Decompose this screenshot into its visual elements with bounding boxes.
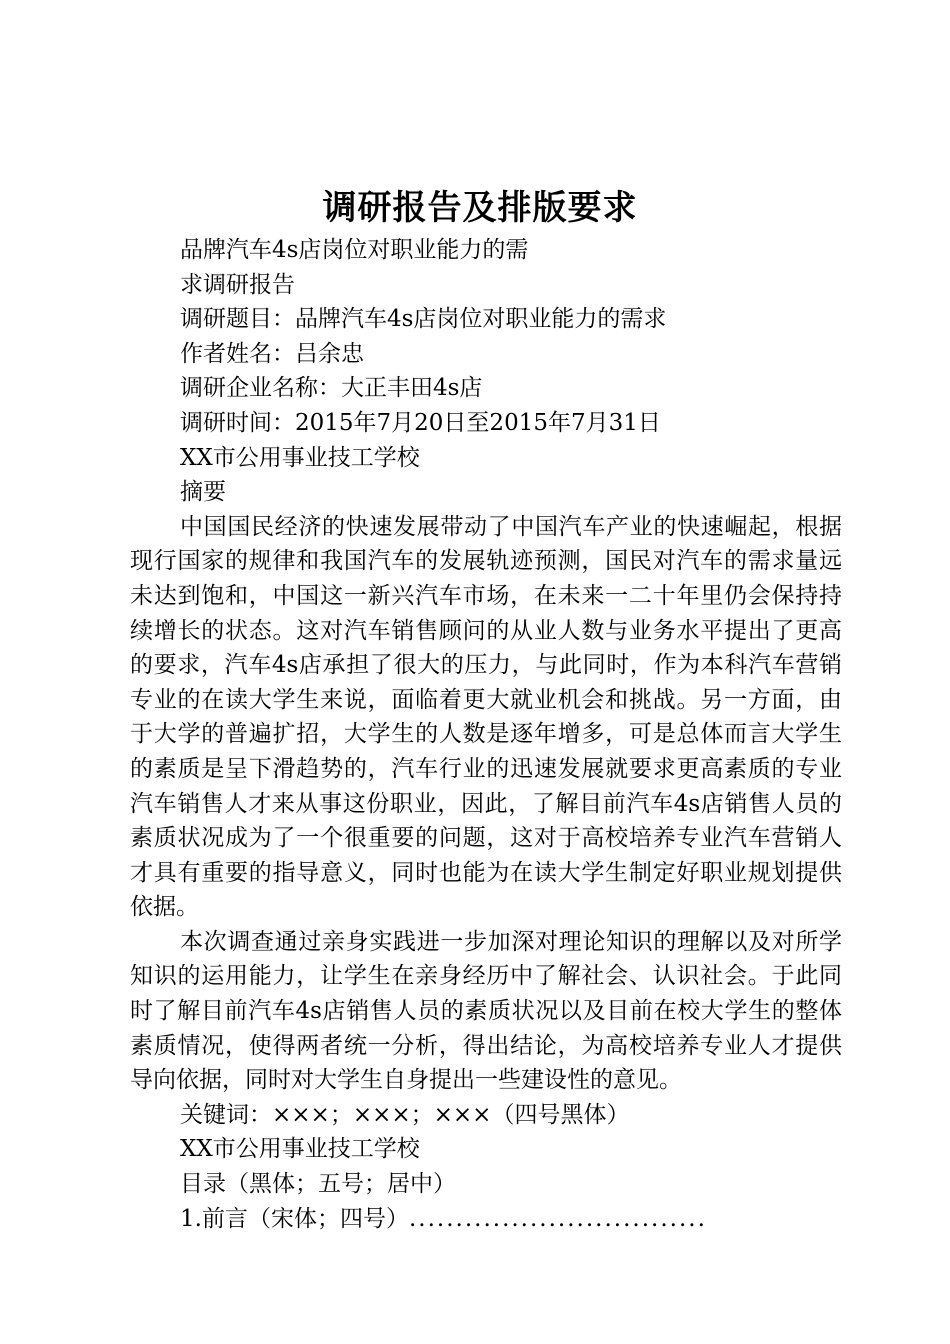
toc-entry-leader: ................................ <box>408 1205 707 1232</box>
survey-topic: 调研题目：品牌汽车4s店岗位对职业能力的需求 <box>180 306 667 333</box>
keywords-line: 关键词：×××；×××；×××（四号黑体） <box>180 1101 630 1128</box>
company-name: 调研企业名称：大正丰田4s店 <box>180 375 483 402</box>
report-title-line-1: 品牌汽车4s店岗位对职业能力的需 <box>180 237 529 263</box>
abstract-heading: 摘要 <box>180 479 226 506</box>
abstract-paragraph-2: 本次调查通过亲身实践进一步加深对理论知识的理解以及对所学知识的运用能力，让学生在亲身经历中了解社会、认识社会。于此同时了解目前汽车4s店销售人员的素质状况以及目前在校大学生的整体素质情况，使得两者统一分析，得出结论，为高校培养专业人才提供导向依据，同时对大学生自身提出一些建设性的意见。 <box>130 928 842 1094</box>
abstract-paragraph-1: 中国国民经济的快速发展带动了中国汽车产业的快速崛起，根据现行国家的规律和我国汽车的发展轨迹预测，国民对汽车的需求量远未达到饱和，中国这一新兴汽车市场，在未来一二十年里仍会保持持续增长的状态。这对汽车销售顾问的从业人数与业务水平提出了更高的要求，汽车4s店承担了很大的压力，与此同时，作为本科汽车营销专业的在读大学生来说，面临着更大就业机会和挑战。另一方面，由于大学的普遍扩招，大学生的人数是逐年增多，可是总体而言大学生的素质是呈下滑趋势的，汽车行业的迅速发展就要求更高素质的专业汽车销售人才来从事这份职业，因此，了解目前汽车4s店销售人员的素质状况成为了一个很重要的问题，这对于高校培养专业汽车营销人才具有重要的指导意义，同时也能为在读大学生制定好职业规划提供依据。 <box>130 513 842 921</box>
toc-entry <box>130 1202 842 1237</box>
document-body <box>130 233 842 1236</box>
toc-heading: 目录（黑体；五号；居中） <box>180 1171 456 1198</box>
school-name: XX市公用事业技工学校 <box>180 444 420 471</box>
report-title-line-2: 求调研报告 <box>180 271 295 298</box>
school-name-footer: XX市公用事业技工学校 <box>180 1136 420 1163</box>
survey-period: 调研时间：2015年7月20日至2015年7月31日 <box>180 409 661 436</box>
author-name: 作者姓名：吕余忠 <box>180 340 364 367</box>
toc-entry-label: 1.前言（宋体；四号） <box>180 1205 409 1232</box>
page-title: 调研报告及排版要求 <box>322 188 638 228</box>
